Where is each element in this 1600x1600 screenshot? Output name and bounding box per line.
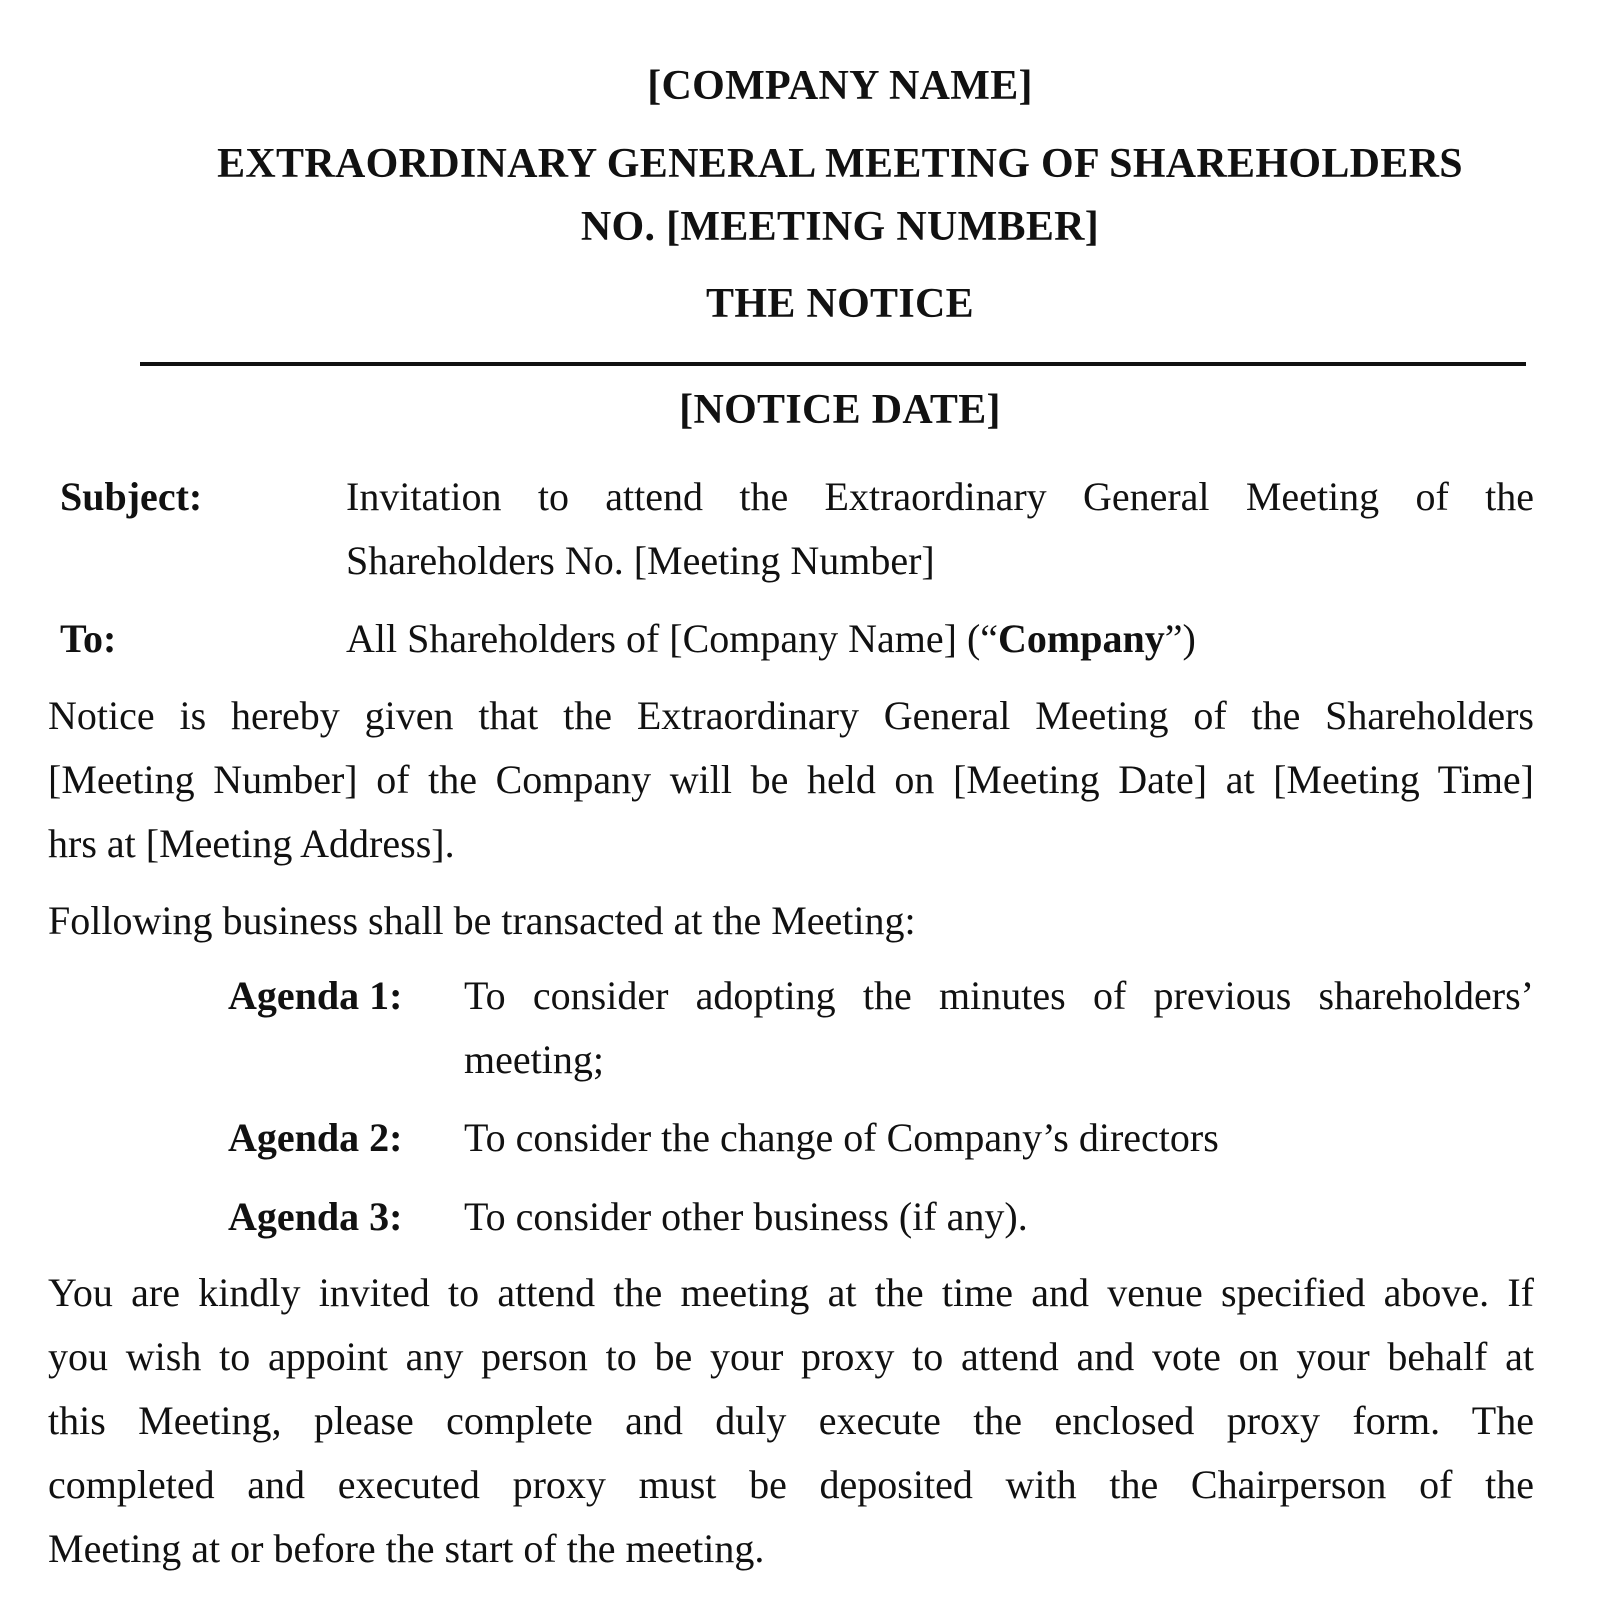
notice-line-3: hrs at [Meeting Address]. [48,821,455,866]
agenda-2-label: Agenda 2: [228,1115,403,1160]
agenda-3-text: To consider other business (if any). [464,1194,1028,1239]
agenda-3-label: Agenda 3: [228,1194,403,1239]
header-divider [140,362,1526,366]
company-name-heading: [COMPANY NAME] [647,63,1033,109]
agenda-1-line-2: meeting; [464,1037,604,1082]
closing-line-3: this Meeting, please complete and duly execute the enclosed proxy form. The [48,1398,1534,1443]
closing-line-5: Meeting at or before the start of the meeting. [48,1526,765,1571]
to-label: To: [60,616,117,661]
subject-line-1: Invitation to attend the Extraordinary General Meeting of the [346,474,1534,519]
notice-title-heading: THE NOTICE [706,281,974,327]
notice-line-2: [Meeting Number] of the Company will be held on [Meeting Date] at [Meeting Time] [48,757,1534,802]
agenda-1-label: Agenda 1: [228,973,403,1018]
to-text-suffix: ”) [1164,616,1196,661]
closing-paragraph [48,1261,1534,1581]
subject-label: Subject: [60,474,203,519]
notice-line-1: Notice is hereby given that the Extraordinary General Meeting of the Shareholders [48,693,1534,738]
business-intro: Following business shall be transacted at the Meeting: [48,898,916,943]
subject-line-2: Shareholders No. [Meeting Number] [346,538,935,583]
notice-paragraph [48,684,1534,876]
closing-line-1: You are kindly invited to attend the meeting at the time and venue specified above. If [48,1270,1534,1315]
agenda-2-text: To consider the change of Company’s directors [464,1115,1219,1160]
to-text [346,607,1196,671]
closing-line-2: you wish to appoint any person to be your proxy to attend and vote on your behalf at [48,1334,1534,1379]
to-text-prefix: All Shareholders of [Company Name] (“ [346,616,999,661]
meeting-title-heading: EXTRAORDINARY GENERAL MEETING OF SHAREHOLDERS [217,141,1463,187]
closing-line-4: completed and executed proxy must be deposited with the Chairperson of the [48,1462,1534,1507]
to-text-company: Company [998,616,1165,661]
agenda-1-text [464,964,1534,1092]
agenda-1-line-1: To consider adopting the minutes of previous shareholders’ [464,973,1534,1018]
meeting-number-heading: NO. [MEETING NUMBER] [580,204,1100,250]
subject-text [346,465,1534,593]
notice-date-heading: [NOTICE DATE] [679,387,1001,433]
